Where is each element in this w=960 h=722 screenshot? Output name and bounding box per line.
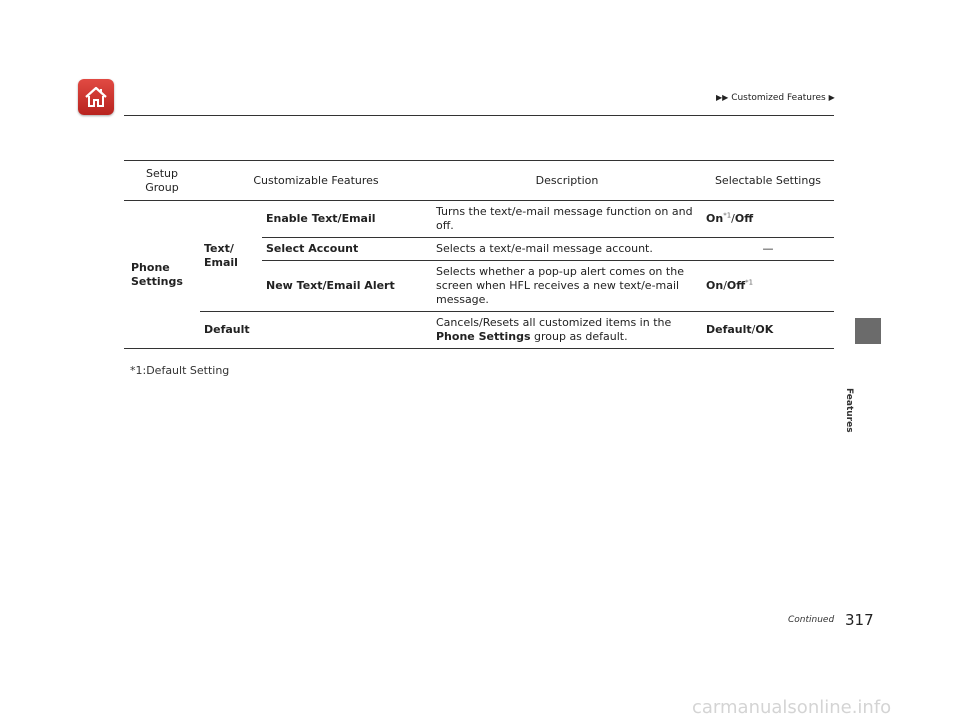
feature-cell: Enable Text/Email	[262, 201, 432, 238]
setting-ok: OK	[755, 323, 774, 336]
breadcrumb[interactable]	[716, 93, 835, 103]
table-header-row	[124, 161, 834, 201]
description-bold: Phone Settings	[436, 330, 531, 343]
header-setup-group: Setup Group	[124, 161, 200, 201]
section-label: Features	[844, 388, 854, 433]
description-cell: Selects a text/e-mail message account.	[432, 238, 702, 261]
setting-cell	[702, 312, 834, 349]
setting-separator: /	[751, 323, 756, 336]
description-cell: Selects whether a pop-up alert comes on the screen when HFL receives a new text/e-mail message.	[436, 265, 684, 306]
subgroup-cell: Text/ Email	[204, 242, 238, 269]
triangle-right-icon: ▶	[828, 93, 835, 102]
feature-cell: New Text/Email Alert	[266, 279, 395, 292]
table-row	[124, 201, 834, 238]
setting-separator: /	[723, 279, 727, 292]
setting-cell	[702, 261, 834, 312]
setting-off: Off	[726, 279, 746, 292]
header-description: Description	[432, 161, 702, 201]
header-selectable-settings: Selectable Settings	[702, 161, 834, 201]
continued-label: Continued	[788, 615, 835, 625]
description-text: group as default.	[530, 330, 628, 343]
setting-default: Default	[706, 323, 752, 336]
setting-off: Off	[734, 212, 754, 225]
watermark: carmanualsonline.info	[692, 697, 892, 718]
description-cell: Turns the text/e-mail message function on and off.	[432, 201, 702, 238]
customization-table	[124, 160, 834, 349]
default-marker: *1	[745, 278, 754, 287]
description-text: Cancels/Resets all customized items in the	[436, 316, 672, 329]
setting-cell	[702, 201, 834, 238]
feature-cell: Select Account	[262, 238, 432, 261]
feature-cell: Default	[200, 312, 432, 349]
setting-on: On	[706, 212, 724, 225]
setting-separator: /	[731, 212, 735, 225]
breadcrumb-label: Customized Features	[731, 93, 826, 103]
header-customizable-features: Customizable Features	[200, 161, 432, 201]
page-number: 317	[845, 611, 874, 629]
setting-on: On	[706, 279, 724, 292]
setup-group-cell: Phone Settings	[124, 201, 200, 349]
triangle-right-icon: ▶▶	[716, 93, 729, 102]
default-marker: *1	[723, 211, 732, 220]
home-icon	[83, 84, 109, 110]
footnote: *1:Default Setting	[130, 364, 230, 377]
setting-cell: —	[702, 238, 834, 261]
header-divider	[124, 115, 834, 116]
section-tab[interactable]	[855, 318, 881, 344]
table-row	[124, 312, 834, 349]
home-button[interactable]	[78, 79, 114, 115]
description-cell	[432, 312, 702, 349]
